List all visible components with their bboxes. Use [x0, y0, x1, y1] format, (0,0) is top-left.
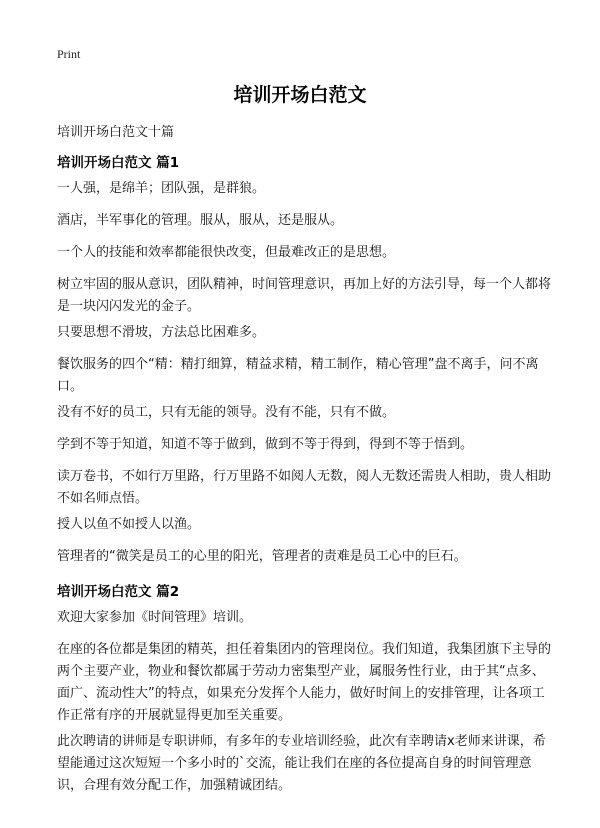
document-title: 培训开场白范文 [233, 84, 367, 106]
paragraph: 读万卷书，不如行万里路，行万里路不如阅人无数，阅人无数还需贵人相助，贵人相助不如名师点悟。 [57, 469, 552, 506]
print-label[interactable]: Print [57, 47, 81, 61]
document-subtitle: 培训开场白范文十篇 [57, 125, 175, 140]
paragraph: 在座的各位都是集团的精英，担任着集团内的管理岗位。我们知道，我集团旗下主导的两个主要产业，物业和餐饮都属于劳动力密集型产业，属服务性行业，由于其“点多、面广、流动性大”的特点，如果充分发挥个人能力，做好时间上的安排管理，让各项工作正常有序的开展就显得更加至关重要。 [57, 642, 552, 723]
section-heading-1: 培训开场白范文 篇1 [57, 155, 180, 171]
paragraph: 管理者的“微笑是员工的心里的阳光，管理者的责难是员工心中的巨石。 [57, 549, 467, 564]
paragraph: 欢迎大家参加《时间管理》培训。 [57, 610, 253, 625]
paragraph: 只要思想不滑坡，方法总比困难多。 [57, 325, 266, 340]
paragraph: 树立牢固的服从意识，团队精神，时间管理意识，再加上好的方法引导，每一个人都将是一块闪闪发光的金子。 [57, 277, 552, 314]
paragraph: 餐饮服务的四个“精：精打细算，精益求精，精工制作，精心管理”盘不离手，问不离口。 [57, 357, 539, 394]
paragraph: 学到不等于知道，知道不等于做到，做到不等于得到，得到不等于悟到。 [57, 437, 474, 452]
paragraph: 一个人的技能和效率都能很快改变，但最难改正的是思想。 [57, 245, 396, 260]
section-heading-2: 培训开场白范文 篇2 [57, 584, 180, 600]
paragraph: 酒店，半军事化的管理。服从，服从，还是服从。 [57, 213, 344, 228]
paragraph: 此次聘请的讲师是专职讲师，有多年的专业培训经验，此次有幸聘请x老师来讲课，希望能通过这次短短一个多小时的`交流，能让我们在座的各位提高自身的时间管理意识，合理有效分配工作，加强精诚团结。 [57, 734, 546, 793]
paragraph: 没有不好的员工，只有无能的领导。没有不能，只有不做。 [57, 405, 396, 420]
paragraph: 授人以鱼不如授人以渔。 [57, 517, 201, 532]
paragraph: 一人强，是绵羊；团队强，是群狼。 [57, 181, 266, 196]
